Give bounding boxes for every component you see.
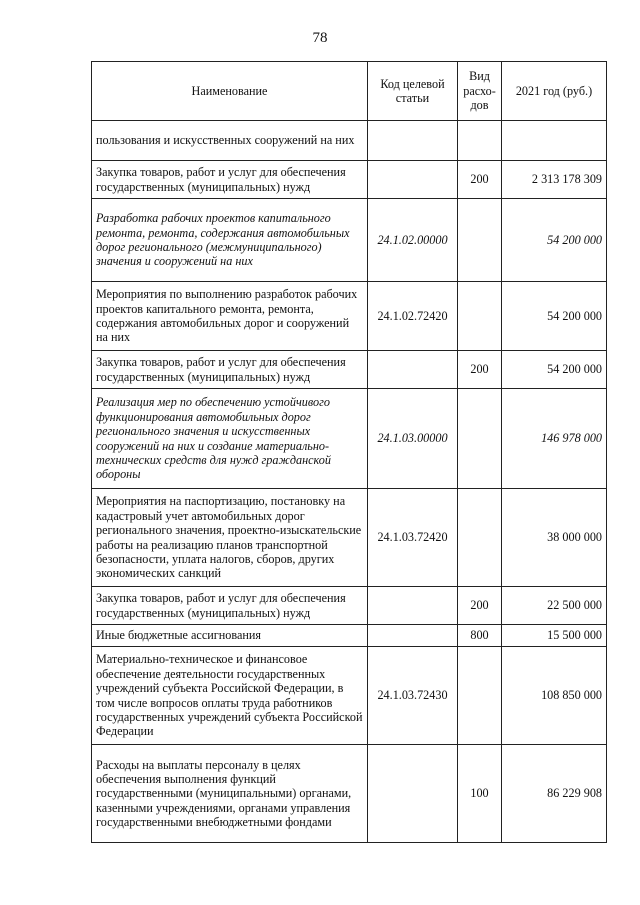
table-row <box>92 625 607 647</box>
row-name: Закупка товаров, работ и услуг для обеспечения государственных (муниципальных) нужд <box>92 587 368 625</box>
row-code: 24.1.03.00000 <box>368 389 458 489</box>
page-number: 78 <box>312 30 328 46</box>
row-code: 24.1.03.72430 <box>368 647 458 745</box>
row-type: 100 <box>458 745 502 843</box>
row-name: Мероприятия на паспортизацию, постановку на кадастровый учет автомобильных дорог регионального значения, проектно-изыскательские работы на реализацию планов транспортной безопасности, уплата налогов, сборов, других экономических санкций <box>92 489 368 587</box>
row-code <box>368 745 458 843</box>
row-amount: 146 978 000 <box>502 389 607 489</box>
header-amount: 2021 год (руб.) <box>502 62 607 121</box>
row-type <box>458 199 502 282</box>
row-name: Иные бюджетные ассигнования <box>92 625 368 647</box>
row-type: 200 <box>458 351 502 389</box>
row-code: 24.1.03.72420 <box>368 489 458 587</box>
table-row <box>92 745 607 843</box>
row-code <box>368 625 458 647</box>
row-name: Разработка рабочих проектов капитального ремонта, ремонта, содержания автомобильных дорог регионального (межмуниципального) значения и сооружений на них <box>92 199 368 282</box>
row-type <box>458 389 502 489</box>
row-name: Закупка товаров, работ и услуг для обеспечения государственных (муниципальных) нужд <box>92 351 368 389</box>
row-name: Материально-техническое и финансовое обеспечение деятельности государственных учреждений субъекта Российской Федерации, в том числе вопросов оплаты труда работников государственных учреждений субъекта Российской Федерации <box>92 647 368 745</box>
row-amount: 2 313 178 309 <box>502 161 607 199</box>
row-name: пользования и искусственных сооружений на них <box>92 121 368 161</box>
header-code: Код целевой статьи <box>368 62 458 121</box>
row-code: 24.1.02.00000 <box>368 199 458 282</box>
row-name: Мероприятия по выполнению разработок рабочих проектов капитального ремонта, ремонта, содержания автомобильных дорог и сооружений на них <box>92 282 368 351</box>
row-name: Реализация мер по обеспечению устойчивого функционирования автомобильных дорог регионального значения и искусственных сооружений на них и создание материально-технических средств для нужд гражданской обороны <box>92 389 368 489</box>
row-code: 24.1.02.72420 <box>368 282 458 351</box>
row-code <box>368 121 458 161</box>
budget-table <box>91 61 607 843</box>
table-row <box>92 389 607 489</box>
table-row <box>92 351 607 389</box>
row-type <box>458 489 502 587</box>
row-type <box>458 647 502 745</box>
table-row <box>92 121 607 161</box>
table-row <box>92 199 607 282</box>
table-row <box>92 647 607 745</box>
row-amount <box>502 121 607 161</box>
row-code <box>368 587 458 625</box>
table-row <box>92 161 607 199</box>
row-type: 200 <box>458 587 502 625</box>
table-row <box>92 587 607 625</box>
table-row <box>92 282 607 351</box>
table-header-row <box>92 62 607 121</box>
row-amount: 38 000 000 <box>502 489 607 587</box>
row-amount: 15 500 000 <box>502 625 607 647</box>
row-amount: 22 500 000 <box>502 587 607 625</box>
row-amount: 108 850 000 <box>502 647 607 745</box>
row-name: Закупка товаров, работ и услуг для обеспечения государственных (муниципальных) нужд <box>92 161 368 199</box>
row-amount: 54 200 000 <box>502 199 607 282</box>
row-code <box>368 161 458 199</box>
header-name: Наименование <box>92 62 368 121</box>
row-type: 800 <box>458 625 502 647</box>
row-amount: 86 229 908 <box>502 745 607 843</box>
row-amount: 54 200 000 <box>502 282 607 351</box>
table-row <box>92 489 607 587</box>
header-type: Вид расхо-дов <box>458 62 502 121</box>
row-name: Расходы на выплаты персоналу в целях обеспечения выполнения функций государственными (муниципальными) органами, казенными учреждениями, органами управления государственными внебюджетными фондами <box>92 745 368 843</box>
row-type <box>458 121 502 161</box>
row-type <box>458 282 502 351</box>
row-code <box>368 351 458 389</box>
row-type: 200 <box>458 161 502 199</box>
row-amount: 54 200 000 <box>502 351 607 389</box>
